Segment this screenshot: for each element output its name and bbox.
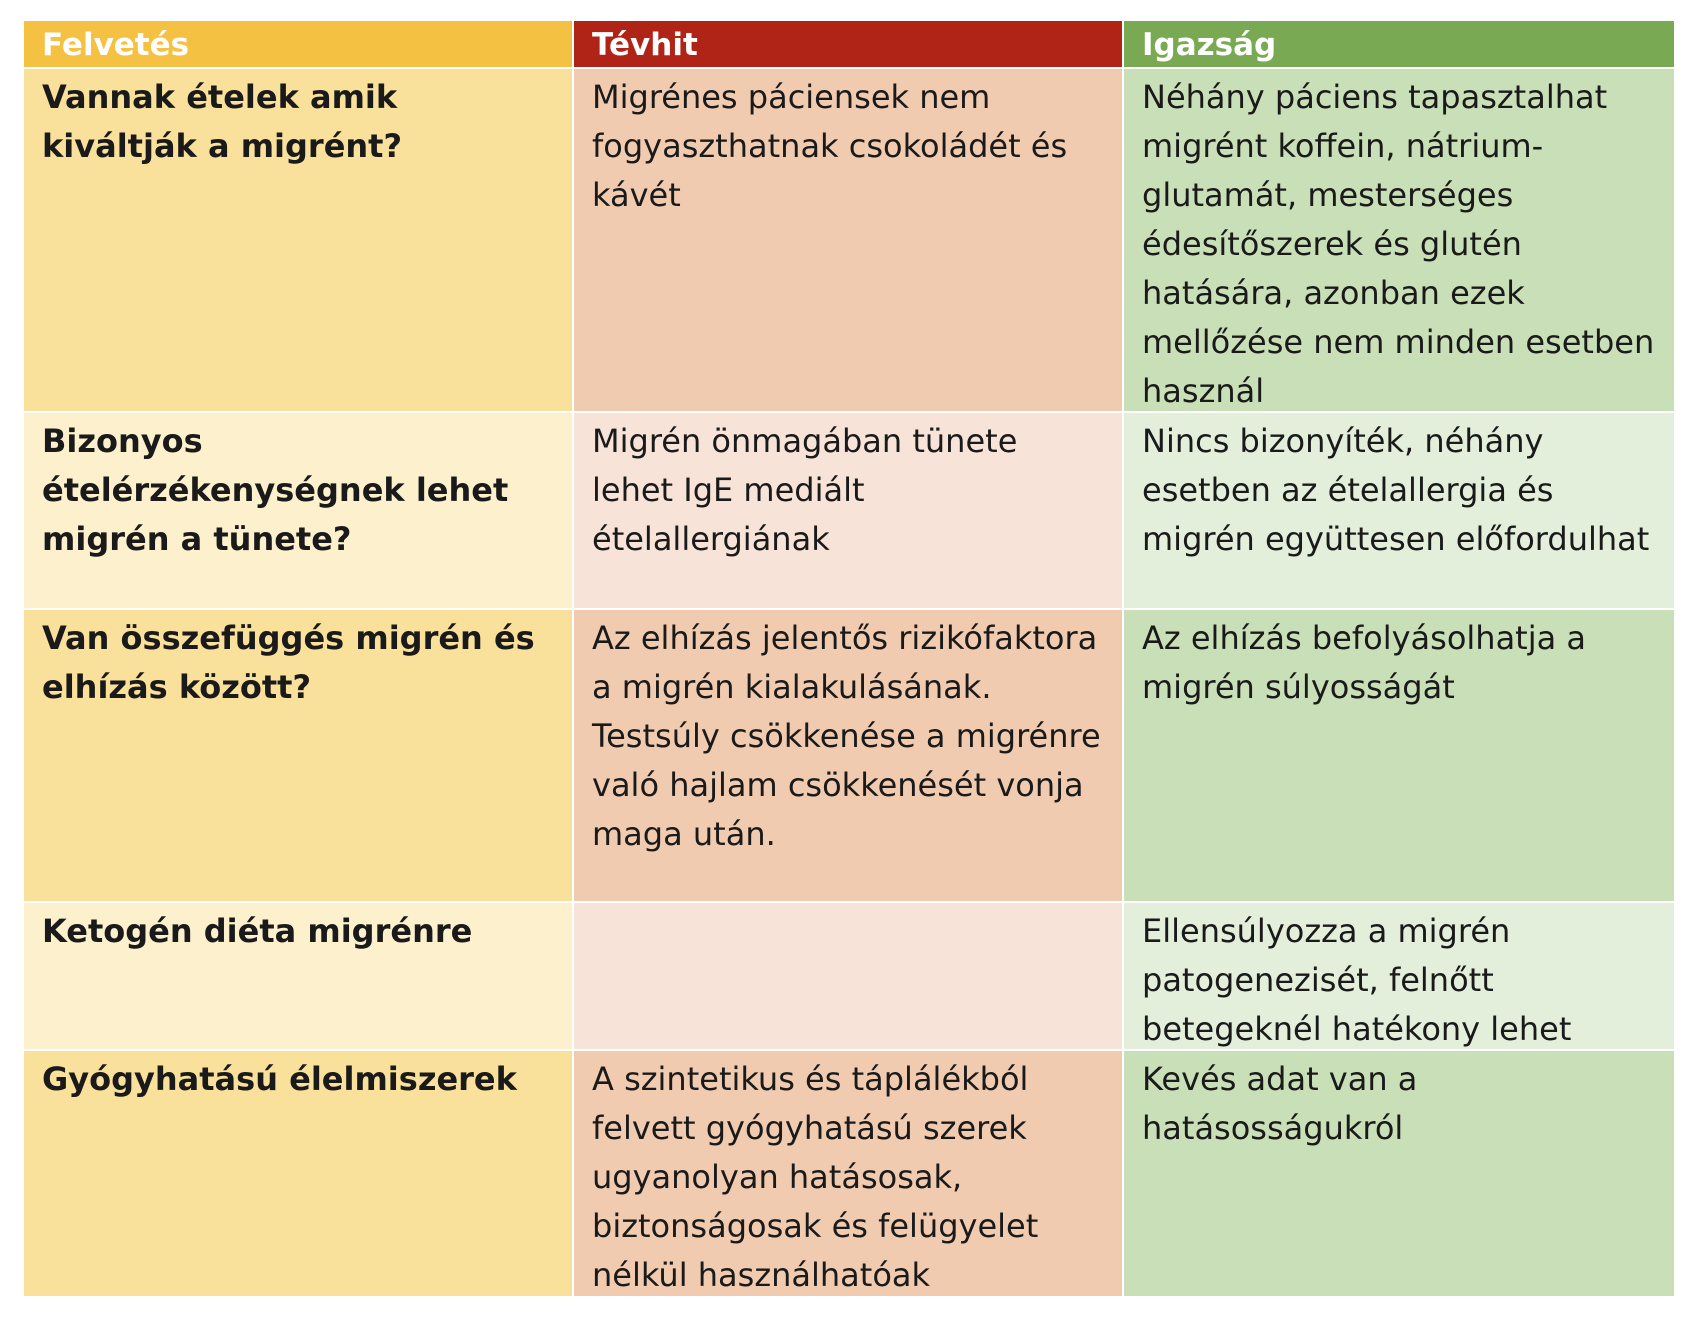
row-5-truth: Kevés adat van a hatásosságukról [1124, 1051, 1676, 1298]
row-3-question: Van összefüggés migrén és elhízás között? [24, 610, 574, 903]
row-5-question: Gyógyhatású élelmiszerek [24, 1051, 574, 1298]
row-4-question: Ketogén diéta migrénre [24, 903, 574, 1051]
row-2-truth: Nincs bizonyíték, néhány esetben az ételallergia és migrén együttesen előfordulhat [1124, 413, 1676, 610]
myth-truth-table [24, 21, 1676, 1298]
row-3-myth: Az elhízás jelentős rizikófaktora a migrén kialakulásának. Testsúly csökkenése a migrénre való hajlam csökkenését vonja maga után. [574, 610, 1124, 903]
row-1-myth: Migrénes páciensek nem fogyaszthatnak csokoládét és kávét [574, 69, 1124, 413]
row-4-truth: Ellensúlyozza a migrén patogenezisét, felnőtt betegeknél hatékony lehet [1124, 903, 1676, 1051]
row-1-truth: Néhány páciens tapasztalhat migrént koffein, nátrium-glutamát, mesterséges édesítőszerek és glutén hatására, azonban ezek mellőzése nem minden esetben használ [1124, 69, 1676, 413]
row-2-question: Bizonyos ételérzékenységnek lehet migrén a tünete? [24, 413, 574, 610]
row-2-myth: Migrén önmagában tünete lehet IgE mediált ételallergiának [574, 413, 1124, 610]
row-1-question: Vannak ételek amik kiváltják a migrént? [24, 69, 574, 413]
header-felvetes: Felvetés [24, 21, 574, 69]
row-3-truth: Az elhízás befolyásolhatja a migrén súlyosságát [1124, 610, 1676, 903]
header-tevhit: Tévhit [574, 21, 1124, 69]
header-igazsag: Igazság [1124, 21, 1676, 69]
row-5-myth: A szintetikus és táplálékból felvett gyógyhatású szerek ugyanolyan hatásosak, biztonságosak és felügyelet nélkül használhatóak [574, 1051, 1124, 1298]
row-4-myth [574, 903, 1124, 1051]
